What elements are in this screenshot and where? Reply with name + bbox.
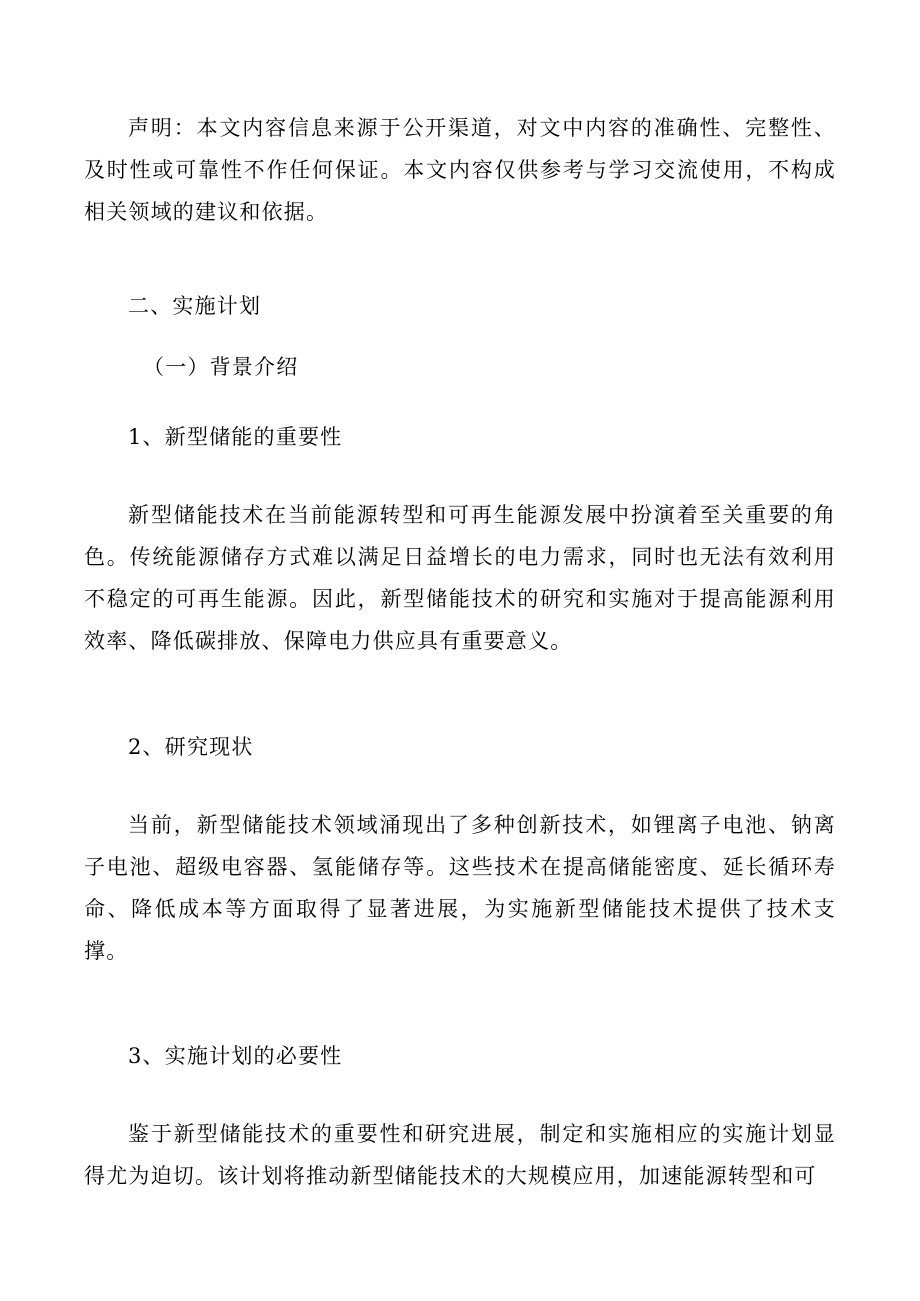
item-1-paragraph: 新型储能技术在当前能源转型和可再生能源发展中扮演着至关重要的角色。传统能源储存方式难以满足日益增长的电力需求，同时也无法有效利用不稳定的可再生能源。因此，新型储能技术的研究和实施对于提高能源利用效率、降低碳排放、保障电力供应具有重要意义。 [84,503,836,653]
item-2-heading: 2、研究现状 [128,735,254,759]
item-2-paragraph: 当前，新型储能技术领域涌现出了多种创新技术，如锂离子电池、钠离子电池、超级电容器、氢能储存等。这些技术在提高储能密度、延长循环寿命、降低成本等方面取得了显著进展，为实施新型储能技术提供了技术支撑。 [84,813,836,963]
item-1-heading: 1、新型储能的重要性 [128,425,343,449]
disclaimer-paragraph: 声明：本文内容信息来源于公开渠道，对文中内容的准确性、完整性、及时性或可靠性不作任何保证。本文内容仅供参考与学习交流使用，不构成相关领域的建议和依据。 [84,116,836,224]
subsection-title: （一）背景介绍 [143,355,299,379]
section-title: 二、实施计划 [128,294,262,318]
item-3-heading: 3、实施计划的必要性 [128,1044,343,1068]
item-3-paragraph: 鉴于新型储能技术的重要性和研究进展，制定和实施相应的实施计划显得尤为迫切。该计划将推动新型储能技术的大规模应用，加速能源转型和可 [84,1122,836,1188]
